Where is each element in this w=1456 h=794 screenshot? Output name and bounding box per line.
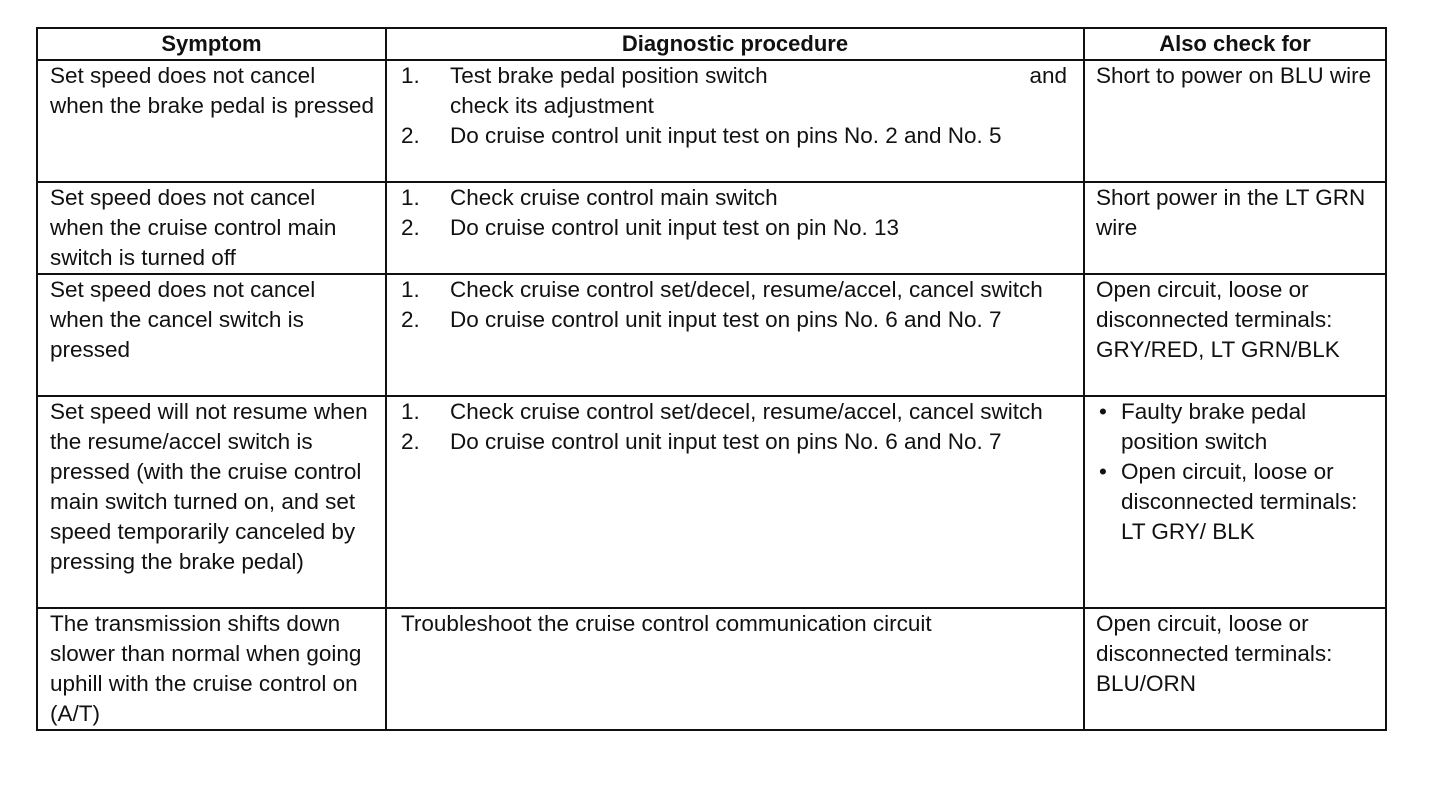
table-header-row — [37, 28, 1386, 60]
step-text: Do cruise control unit input test on pins No. 6 and No. 7 — [450, 429, 1002, 454]
table-row — [37, 396, 1386, 608]
step-number: 2. — [401, 429, 420, 454]
also-check-list — [1096, 397, 1377, 547]
procedure-step — [401, 275, 1067, 305]
step-number: 2. — [401, 215, 420, 240]
procedure-cell — [386, 60, 1084, 182]
list-item — [1096, 397, 1377, 457]
procedure-step — [401, 305, 1067, 335]
procedure-steps — [401, 183, 1067, 243]
bullet-text: Faulty brake pedal position switch — [1121, 399, 1307, 454]
procedure-step — [401, 183, 1067, 213]
procedure-cell — [386, 396, 1084, 608]
symptom-cell: Set speed will not resume when the resume/accel switch is pressed (with the cruise control main switch turned on, and set speed temporarily canceled by pressing the brake pedal) — [37, 396, 386, 608]
procedure-step — [401, 213, 1067, 243]
also-check-cell — [1084, 396, 1386, 608]
bullet-text: Open circuit, loose or disconnected terminals: LT GRY/ BLK — [1121, 459, 1358, 544]
procedure-steps — [401, 61, 1067, 151]
symptom-cell: Set speed does not cancel when the brake pedal is pressed — [37, 60, 386, 182]
symptom-cell: Set speed does not cancel when the cruise control main switch is turned off — [37, 182, 386, 274]
table-row — [37, 182, 1386, 274]
step-text-continued: check its adjustment — [450, 93, 654, 118]
step-text: Check cruise control set/decel, resume/accel, cancel switch — [450, 399, 1043, 424]
list-item — [1096, 457, 1377, 547]
header-symptom: Symptom — [37, 28, 386, 60]
step-text: Do cruise control unit input test on pins No. 6 and No. 7 — [450, 307, 1002, 332]
procedure-step — [401, 397, 1067, 427]
also-check-cell: Short to power on BLU wire — [1084, 60, 1386, 182]
header-diagnostic-procedure: Diagnostic procedure — [386, 28, 1084, 60]
also-check-cell: Short power in the LT GRN wire — [1084, 182, 1386, 274]
symptom-cell: The transmission shifts down slower than normal when going uphill with the cruise control on (A/T) — [37, 608, 386, 730]
step-number: 1. — [401, 185, 420, 210]
table-row — [37, 608, 1386, 730]
procedure-steps — [401, 397, 1067, 457]
step-text-trailing: and — [1029, 63, 1067, 88]
header-also-check-for: Also check for — [1084, 28, 1386, 60]
step-number: 1. — [401, 399, 420, 424]
also-check-cell: Open circuit, loose or disconnected terminals: GRY/RED, LT GRN/BLK — [1084, 274, 1386, 396]
step-text — [450, 61, 1067, 121]
procedure-steps — [401, 275, 1067, 335]
step-text: Do cruise control unit input test on pin No. 13 — [450, 215, 900, 240]
troubleshooting-table — [36, 27, 1387, 731]
step-number: 1. — [401, 277, 420, 302]
procedure-step — [401, 61, 1067, 121]
step-number: 2. — [401, 123, 420, 148]
step-number: 1. — [401, 63, 420, 88]
procedure-cell — [386, 182, 1084, 274]
procedure-cell — [386, 274, 1084, 396]
bullet-icon: • — [1099, 459, 1107, 484]
symptom-cell: Set speed does not cancel when the cancel switch is pressed — [37, 274, 386, 396]
step-text: Do cruise control unit input test on pins No. 2 and No. 5 — [450, 123, 1002, 148]
procedure-step — [401, 121, 1067, 151]
step-text: Check cruise control main switch — [450, 185, 778, 210]
step-text-lead: Test brake pedal position switch — [450, 63, 768, 88]
step-text: Check cruise control set/decel, resume/accel, cancel switch — [450, 277, 1043, 302]
procedure-cell: Troubleshoot the cruise control communication circuit — [386, 608, 1084, 730]
table-row — [37, 274, 1386, 396]
table-row — [37, 60, 1386, 182]
bullet-icon: • — [1099, 399, 1107, 424]
procedure-step — [401, 427, 1067, 457]
step-number: 2. — [401, 307, 420, 332]
also-check-cell: Open circuit, loose or disconnected terminals: BLU/ORN — [1084, 608, 1386, 730]
